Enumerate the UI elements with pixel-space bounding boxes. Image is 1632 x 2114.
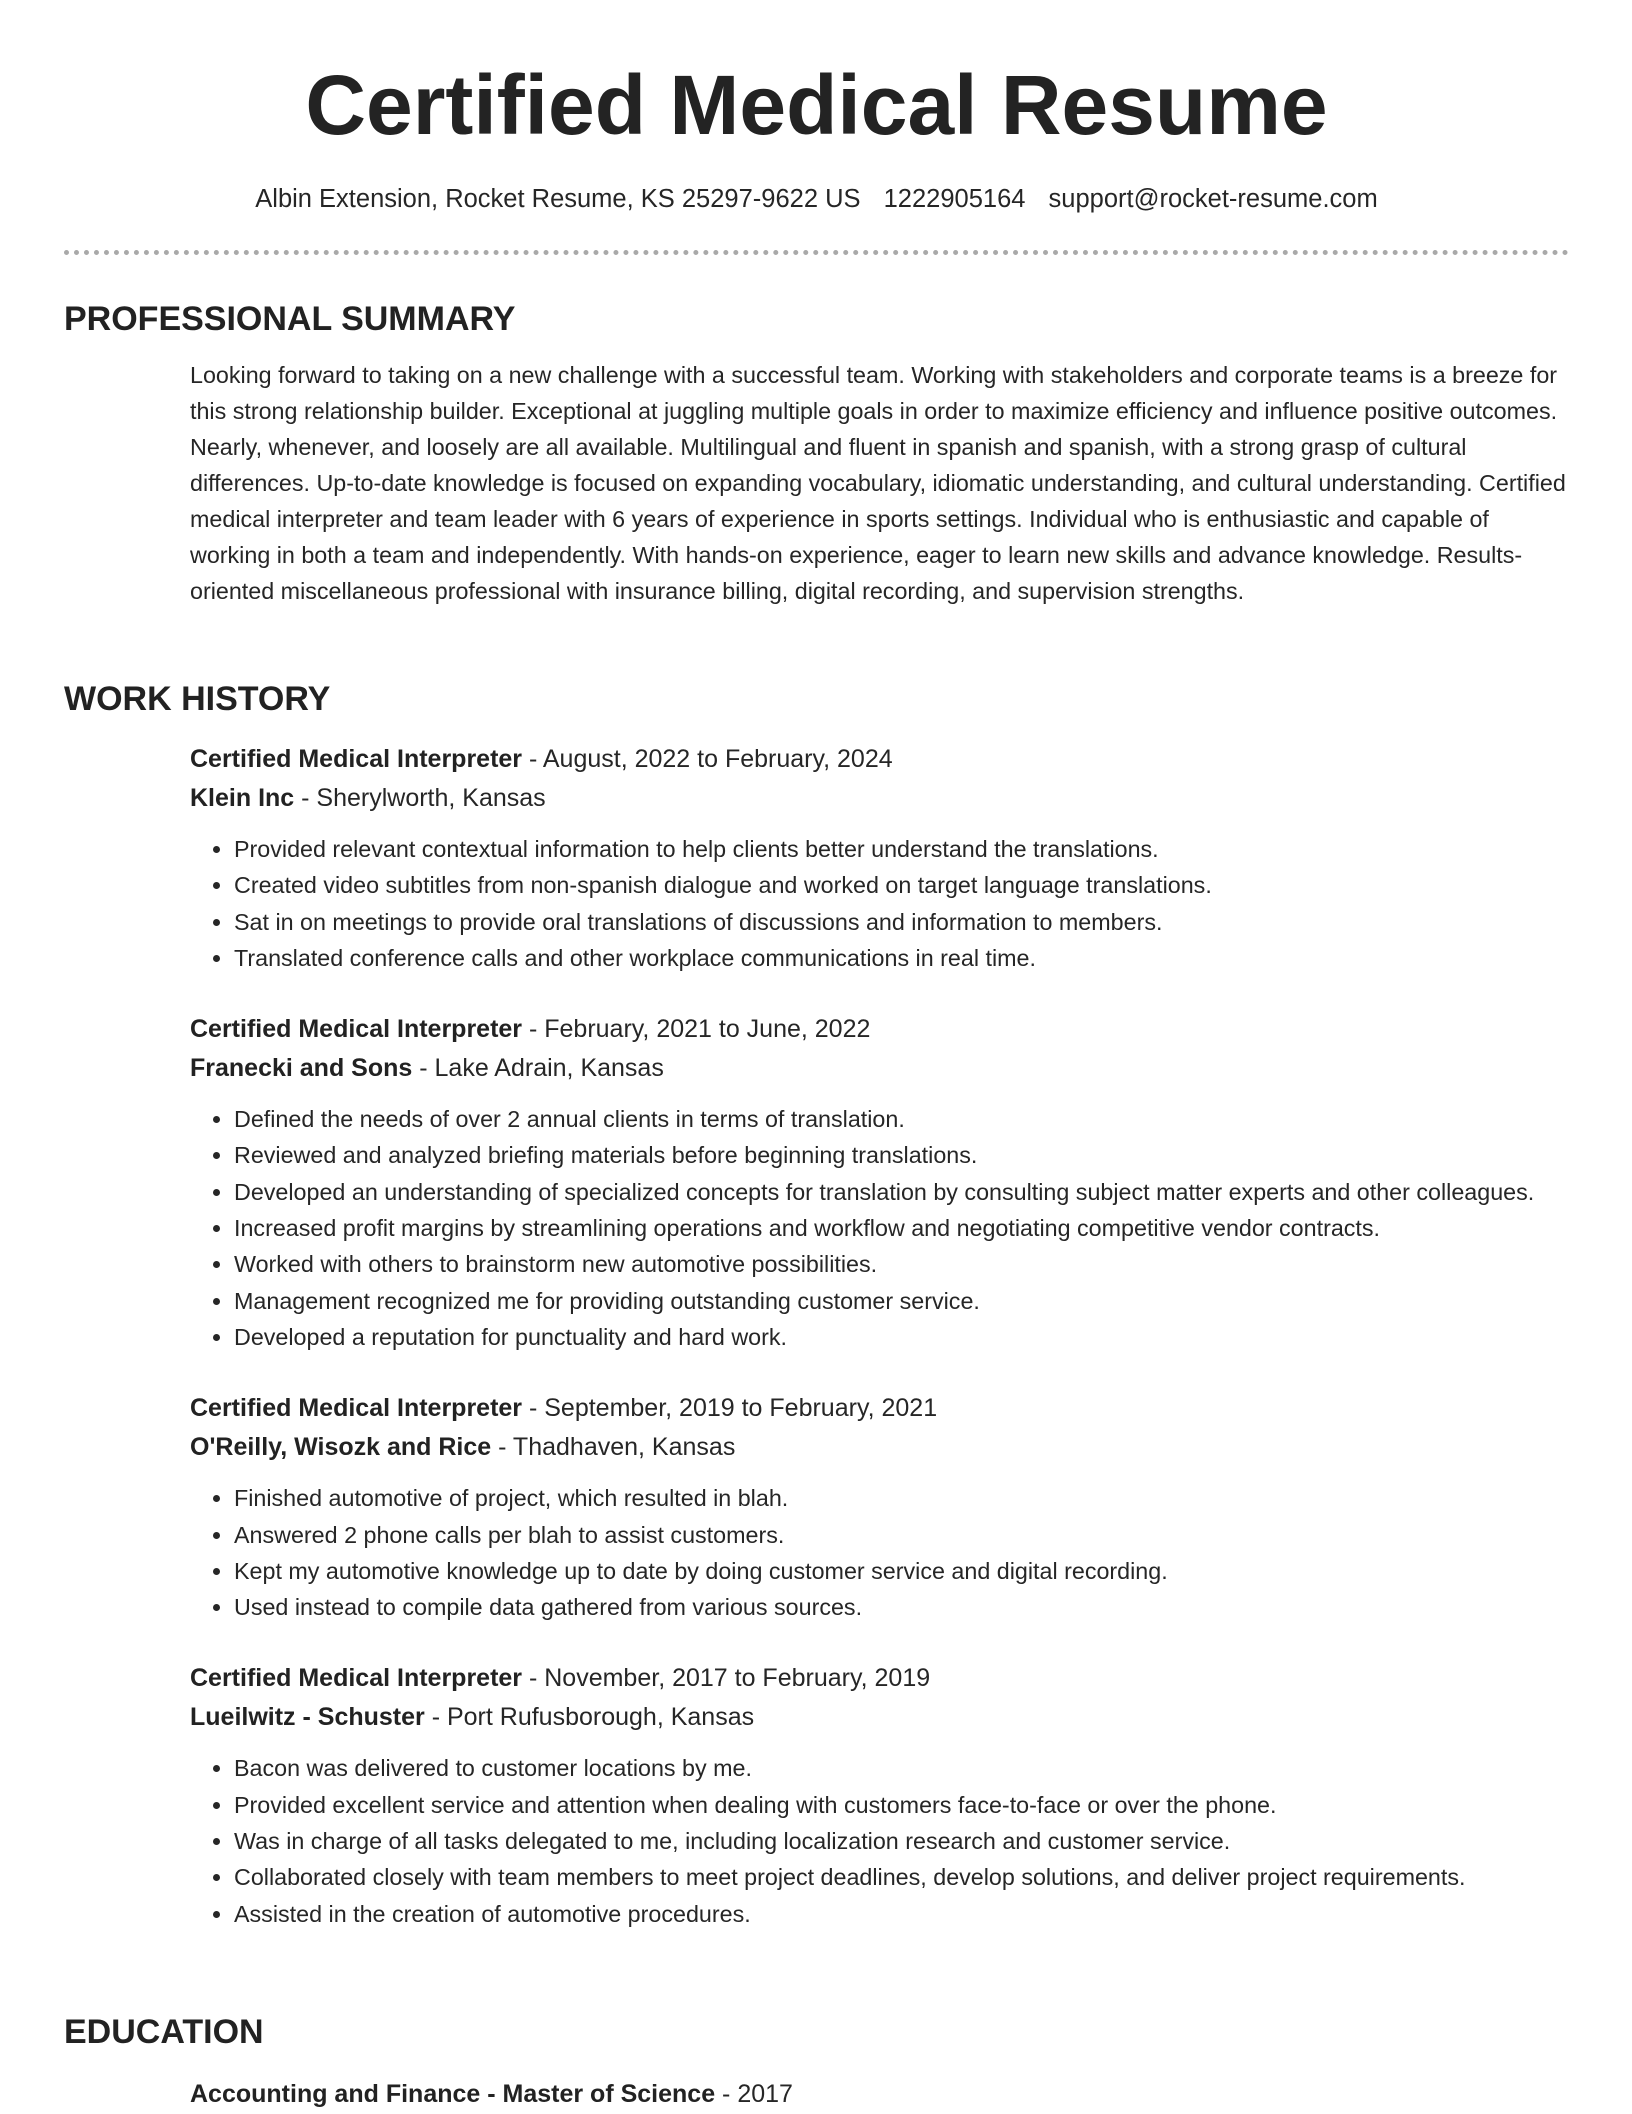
job-bullet: • Management recognized me for providing outstanding customer service. bbox=[234, 1283, 1569, 1319]
job-location: - Thadhaven, Kansas bbox=[491, 1433, 736, 1462]
job-dates: - November, 2017 to February, 2019 bbox=[522, 1664, 931, 1693]
job-company: Franecki and Sons bbox=[190, 1054, 413, 1083]
job-bullet: • Used instead to compile data gathered from various sources. bbox=[234, 1589, 1569, 1625]
job-title: Certified Medical Interpreter bbox=[190, 1394, 523, 1423]
contact-email[interactable]: support@rocket-resume.com bbox=[1048, 185, 1378, 213]
job-bullet: • Kept my automotive knowledge up to date by doing customer service and digital recording. bbox=[234, 1553, 1569, 1589]
job-title-line bbox=[190, 740, 1569, 779]
education-entry bbox=[190, 2075, 1569, 2114]
header-divider bbox=[64, 250, 1569, 255]
job-dates: - February, 2021 to June, 2022 bbox=[522, 1015, 871, 1044]
job-bullet: • Assisted in the creation of automotive procedures. bbox=[234, 1896, 1569, 1932]
resume-title: Certified Medical Resume bbox=[305, 58, 1328, 152]
job-bullet: • Sat in on meetings to provide oral translations of discussions and information to members. bbox=[234, 904, 1569, 940]
job-bullet: • Provided excellent service and attention when dealing with customers face-to-face or over the phone. bbox=[234, 1787, 1569, 1823]
job-company-line bbox=[190, 1428, 1569, 1467]
job-location: - Lake Adrain, Kansas bbox=[412, 1054, 664, 1083]
job-location: - Sherylworth, Kansas bbox=[294, 784, 546, 812]
job-company-line bbox=[190, 1698, 1569, 1737]
job-bullet: • Translated conference calls and other workplace communications in real time. bbox=[234, 940, 1569, 976]
job-title: Certified Medical Interpreter bbox=[190, 1664, 523, 1693]
summary-section bbox=[64, 297, 1569, 609]
job-bullet: • Finished automotive of project, which resulted in blah. bbox=[234, 1480, 1569, 1516]
job-title-line bbox=[190, 1659, 1569, 1698]
job-title: Certified Medical Interpreter bbox=[190, 745, 523, 773]
job-company: Klein Inc bbox=[190, 784, 295, 812]
job-title: Certified Medical Interpreter bbox=[190, 1015, 523, 1044]
job-entry bbox=[190, 1010, 1569, 1355]
job-entry bbox=[190, 1659, 1569, 1931]
job-company-line bbox=[190, 1049, 1569, 1088]
job-entry bbox=[190, 1389, 1569, 1625]
job-bullet: • Developed an understanding of specialized concepts for translation by consulting subject matter experts and other colleagues. bbox=[234, 1174, 1569, 1210]
job-dates: - September, 2019 to February, 2021 bbox=[522, 1394, 938, 1423]
job-company: O'Reilly, Wisozk and Rice bbox=[190, 1433, 492, 1462]
job-bullets bbox=[190, 1101, 1569, 1355]
job-dates: - August, 2022 to February, 2024 bbox=[522, 745, 893, 773]
job-company: Lueilwitz - Schuster bbox=[190, 1703, 425, 1732]
contact-line bbox=[64, 182, 1569, 216]
job-bullet: • Provided relevant contextual information to help clients better understand the translations. bbox=[234, 831, 1569, 867]
job-bullets bbox=[190, 831, 1569, 976]
job-bullet: • Collaborated closely with team members to meet project deadlines, develop solutions, and deliver project requirements. bbox=[234, 1859, 1569, 1895]
job-bullet: • Created video subtitles from non-spanish dialogue and worked on target language translations. bbox=[234, 867, 1569, 903]
job-bullet: • Developed a reputation for punctuality and hard work. bbox=[234, 1319, 1569, 1355]
job-company-line bbox=[190, 779, 1569, 818]
job-bullets bbox=[190, 1750, 1569, 1931]
education-year: - 2017 bbox=[715, 2080, 793, 2108]
summary-heading: PROFESSIONAL SUMMARY bbox=[64, 300, 516, 338]
work-history-heading: WORK HISTORY bbox=[64, 680, 331, 718]
job-bullet: • Reviewed and analyzed briefing materials before beginning translations. bbox=[234, 1137, 1569, 1173]
job-bullet: • Worked with others to brainstorm new automotive possibilities. bbox=[234, 1246, 1569, 1282]
education-section bbox=[64, 2010, 1569, 2114]
job-title-line bbox=[190, 1010, 1569, 1049]
job-location: - Port Rufusborough, Kansas bbox=[424, 1703, 755, 1732]
contact-phone: 1222905164 bbox=[883, 185, 1026, 213]
summary-text: Looking forward to taking on a new challenge with a successful team. Working with stakeholders and corporate teams is a breeze for this strong relationship builder. Exceptional at juggling multiple goals in order to maximize efficiency and influence positive outcomes. Nearly, whenever, and loosely are all available. Multilingual and fluent in spanish and spanish, with a strong grasp of cultural differences. Up-to-date knowledge is focused on expanding vocabulary, idiomatic understanding, and cultural understanding. Certified medical interpreter and team leader with 6 years of experience in sports settings. Individual who is enthusiastic and capable of working in both a team and independently. With hands-on experience, eager to learn new skills and advance knowledge. Results-oriented miscellaneous professional with insurance billing, digital recording, and supervision strengths. bbox=[190, 362, 1566, 604]
job-bullet: • Bacon was delivered to customer locations by me. bbox=[234, 1750, 1569, 1786]
education-heading: EDUCATION bbox=[64, 2013, 264, 2051]
job-bullet: • Defined the needs of over 2 annual clients in terms of translation. bbox=[234, 1101, 1569, 1137]
education-degree: Accounting and Finance - Master of Science bbox=[190, 2080, 716, 2108]
contact-address: Albin Extension, Rocket Resume, KS 25297-9622 US bbox=[255, 185, 861, 213]
job-bullet: • Answered 2 phone calls per blah to assist customers. bbox=[234, 1517, 1569, 1553]
job-entry bbox=[190, 740, 1569, 976]
work-history-section bbox=[64, 677, 1569, 1966]
job-bullet: • Increased profit margins by streamlining operations and workflow and negotiating competitive vendor contracts. bbox=[234, 1210, 1569, 1246]
job-bullets bbox=[190, 1480, 1569, 1625]
job-list bbox=[190, 740, 1569, 1932]
job-bullet: • Was in charge of all tasks delegated to me, including localization research and customer service. bbox=[234, 1823, 1569, 1859]
job-title-line bbox=[190, 1389, 1569, 1428]
